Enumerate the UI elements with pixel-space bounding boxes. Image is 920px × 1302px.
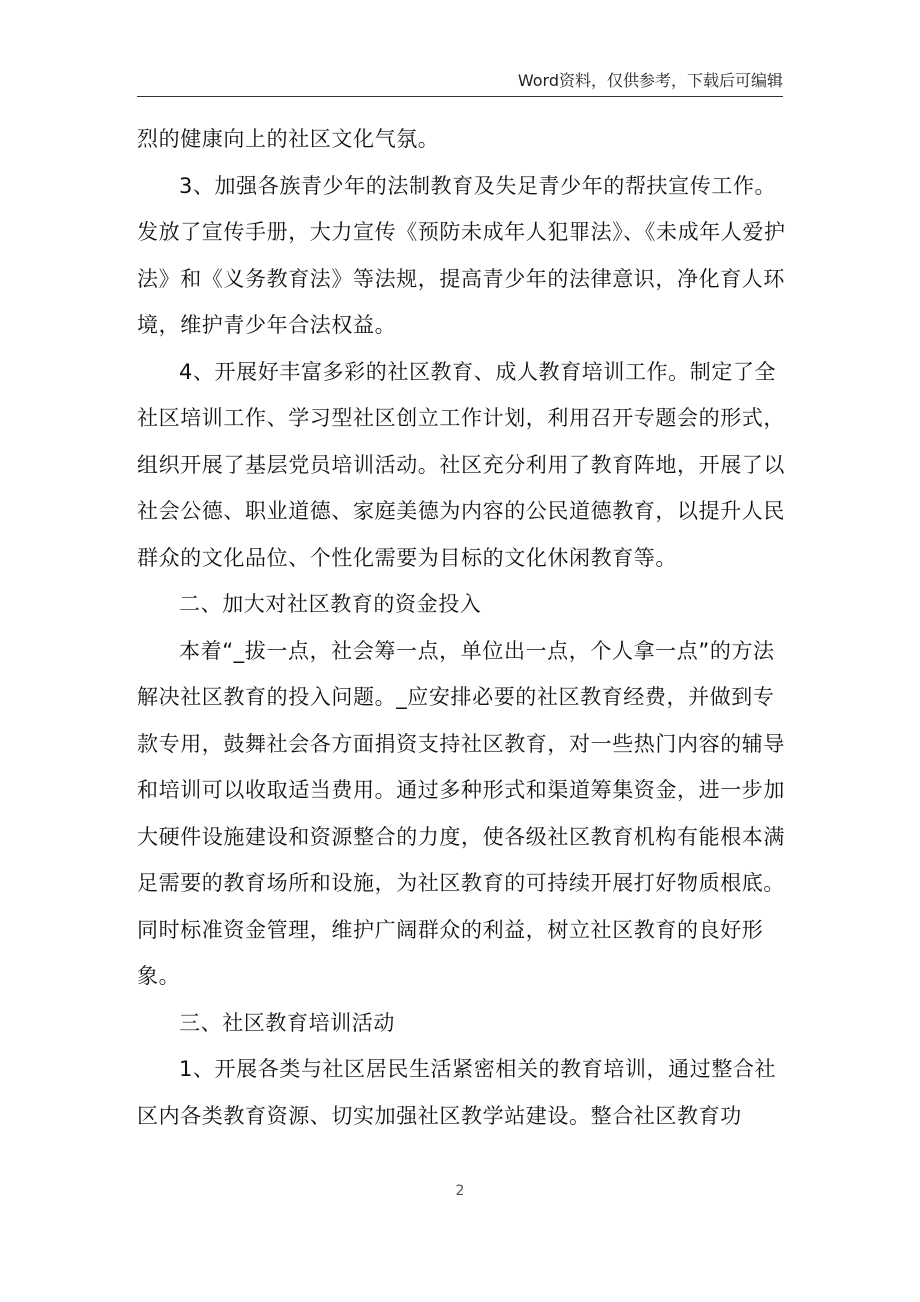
paragraph-item-4: 4、开展好丰富多彩的社区教育、成人教育培训工作。制定了全社区培训工作、学习型社区创立工作计划，利用召开专题会的形式，组织开展了基层党员培训活动。社区充分利用了教育阵地，开展了以社会公德、职业道德、家庭美德为内容的公民道德教育，以提升人民群众的文化品位、个性化需要为目标的文化休闲教育等。 bbox=[137, 359, 785, 570]
paragraph-continuation: 烈的健康向上的社区文化气氛。 bbox=[137, 127, 440, 151]
document-body bbox=[137, 116, 787, 1139]
page-number: 2 bbox=[455, 1183, 465, 1199]
paragraph-item-3: 3、加强各族青少年的法制教育及失足青少年的帮扶宣传工作。发放了宣传手册，大力宣传《预防未成年人犯罪法》、《未成年人爱护法》和《义务教育法》等法规，提高青少年的法律意识，净化育人环境，维护青少年合法权益。 bbox=[137, 173, 786, 337]
section-heading-2: 二、加大对社区教育的资金投入 bbox=[179, 592, 482, 616]
paragraph-item-1: 1、开展各类与社区居民生活紧密相关的教育培训，通过整合社区内各类教育资源、切实加强社区教学站建设。整合社区教育功 bbox=[137, 1057, 777, 1128]
page-header: Word资料，仅供参考，下载后可编辑 bbox=[137, 70, 783, 97]
paragraph-funding: 本着“_拔一点，社会筹一点，单位出一点，个人拿一点”的方法解决社区教育的投入问题。_应安排必要的社区教育经费，并做到专款专用，鼓舞社会各方面捐资支持社区教育，对一些热门内容的辅导和培训可以收取适当费用。通过多种形式和渠道筹集资金，进一步加大硬件设施建设和资源整合的力度，使各级社区教育机构有能根本满足需要的教育场所和设施，为社区教育的可持续开展打好物质根底。同时标准资金管理，维护广阔群众的利益，树立社区教育的良好形象。 bbox=[137, 638, 785, 988]
section-heading-3: 三、社区教育培训活动 bbox=[179, 1010, 395, 1035]
